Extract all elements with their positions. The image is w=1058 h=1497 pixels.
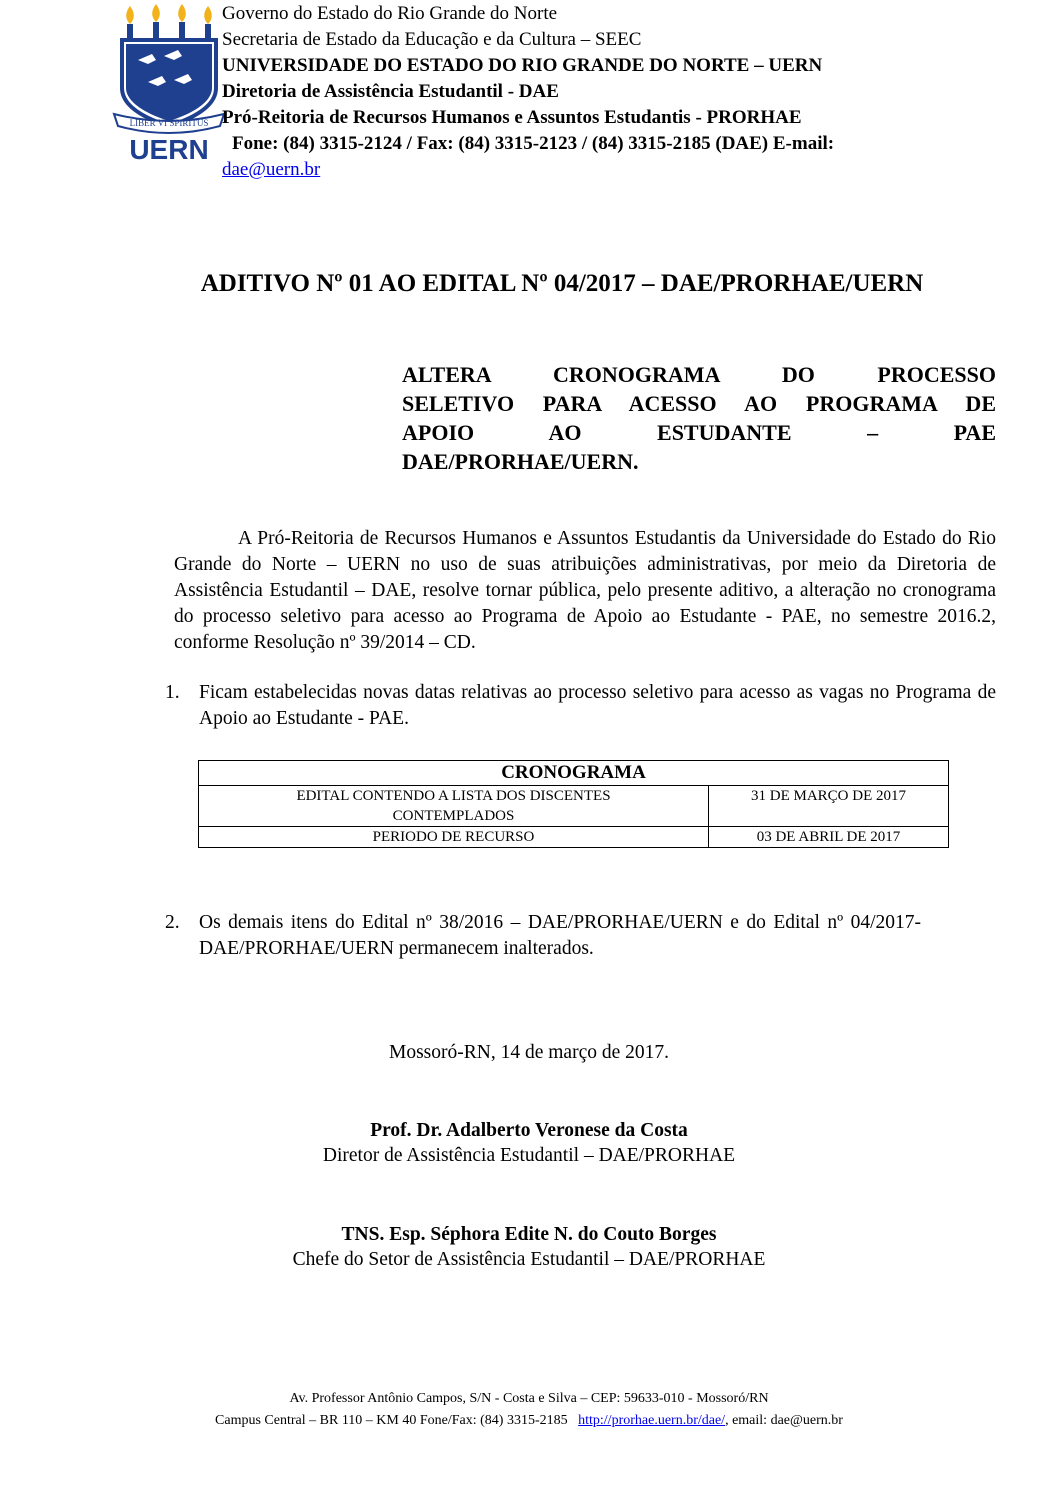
header-contact-line: Fone: (84) 3315-2124 / Fax: (84) 3315-2123 / (84) 3315-2185 (DAE) E-mail: xyxy=(232,133,835,154)
subject-line-4: DAE/PRORHAE/UERN. xyxy=(402,449,639,474)
table-cell-event: EDITAL CONTENDO A LISTA DOS DISCENTES CONTEMPLADOS xyxy=(199,786,709,827)
signature-name-2: TNS. Esp. Séphora Edite N. do Couto Borges xyxy=(341,1224,717,1245)
place-date: Mossoró-RN, 14 de março de 2017. xyxy=(389,1042,669,1063)
subject-line-1: ALTERA CRONOGRAMA DO PROCESSO xyxy=(402,362,996,387)
list-item-1 xyxy=(165,680,996,732)
header-line-1: Governo do Estado do Rio Grande do Norte xyxy=(222,3,558,24)
list-item-text: Os demais itens do Edital nº 38/2016 – DAE/PRORHAE/UERN e do Edital nº 04/2017-DAE/PRORHAE/UERN permanecem inalterados. xyxy=(199,912,921,959)
table-cell-date: 31 DE MARÇO DE 2017 xyxy=(709,786,949,827)
subject-block xyxy=(402,360,996,476)
list-number: 2. xyxy=(165,912,180,933)
signature-role-2: Chefe do Setor de Assistência Estudantil – DAE/PRORHAE xyxy=(292,1249,766,1270)
footer-url-link[interactable]: http://prorhae.uern.br/dae/ xyxy=(578,1413,726,1428)
torch-flames xyxy=(126,4,212,24)
header-line-5: Pró-Reitoria de Recursos Humanos e Assuntos Estudantis - PRORHAE xyxy=(222,107,802,128)
header-line-4: Diretoria de Assistência Estudantil - DAE xyxy=(222,81,559,102)
subject-line-2: SELETIVO PARA ACESSO AO PROGRAMA DE xyxy=(402,391,996,416)
header-email-link[interactable]: dae@uern.br xyxy=(222,159,321,180)
subject-line-3: APOIO AO ESTUDANTE – PAE xyxy=(402,420,996,445)
table-cell-date: 03 DE ABRIL DE 2017 xyxy=(709,827,949,848)
list-number: 1. xyxy=(165,682,180,703)
footer-contact-suffix: , email: dae@uern.br xyxy=(725,1413,843,1428)
footer-contact xyxy=(0,1410,1058,1432)
document-title: ADITIVO Nº 01 AO EDITAL Nº 04/2017 – DAE/PRORHAE/UERN xyxy=(200,270,924,297)
table-cell-event: PERIODO DE RECURSO xyxy=(199,827,709,848)
table-row xyxy=(199,786,949,827)
header-line-2: Secretaria de Estado da Educação e da Cultura – SEEC xyxy=(222,29,642,50)
intro-paragraph: A Pró-Reitoria de Recursos Humanos e Assuntos Estudantis da Universidade do Estado do Rio Grande do Norte – UERN no uso de suas atribuições administrativas, por meio da Diretoria de Assistência Estudantil – DAE, resolve tornar pública, pelo presente aditivo, a alteração no cronograma do processo seletivo para acesso ao Programa de Apoio ao Estudante - PAE, no semestre 2016.2, conforme Resolução nº 39/2014 – CD. xyxy=(174,528,996,653)
logo-motto: LIBER VI SPIRITUS xyxy=(129,118,209,128)
list-item-text: Ficam estabelecidas novas datas relativas ao processo seletivo para acesso as vagas no Programa de Apoio ao Estudante - PAE. xyxy=(199,682,996,729)
footer-address: Av. Professor Antônio Campos, S/N - Costa e Silva – CEP: 59633-010 - Mossoró/RN xyxy=(289,1391,769,1406)
signature-role-1: Diretor de Assistência Estudantil – DAE/PRORHAE xyxy=(322,1145,736,1166)
list-item-2 xyxy=(165,910,921,962)
signature-name-1: Prof. Dr. Adalberto Veronese da Costa xyxy=(370,1120,688,1141)
table-row xyxy=(199,827,949,848)
cronograma-table xyxy=(198,760,949,848)
table-header: CRONOGRAMA xyxy=(199,761,949,786)
footer-contact-prefix: Campus Central – BR 110 – KM 40 Fone/Fax: (84) 3315-2185 xyxy=(215,1413,568,1428)
logo-text: UERN xyxy=(129,134,209,162)
header-line-3: UNIVERSIDADE DO ESTADO DO RIO GRANDE DO NORTE – UERN xyxy=(222,55,823,76)
uern-logo xyxy=(108,2,230,162)
